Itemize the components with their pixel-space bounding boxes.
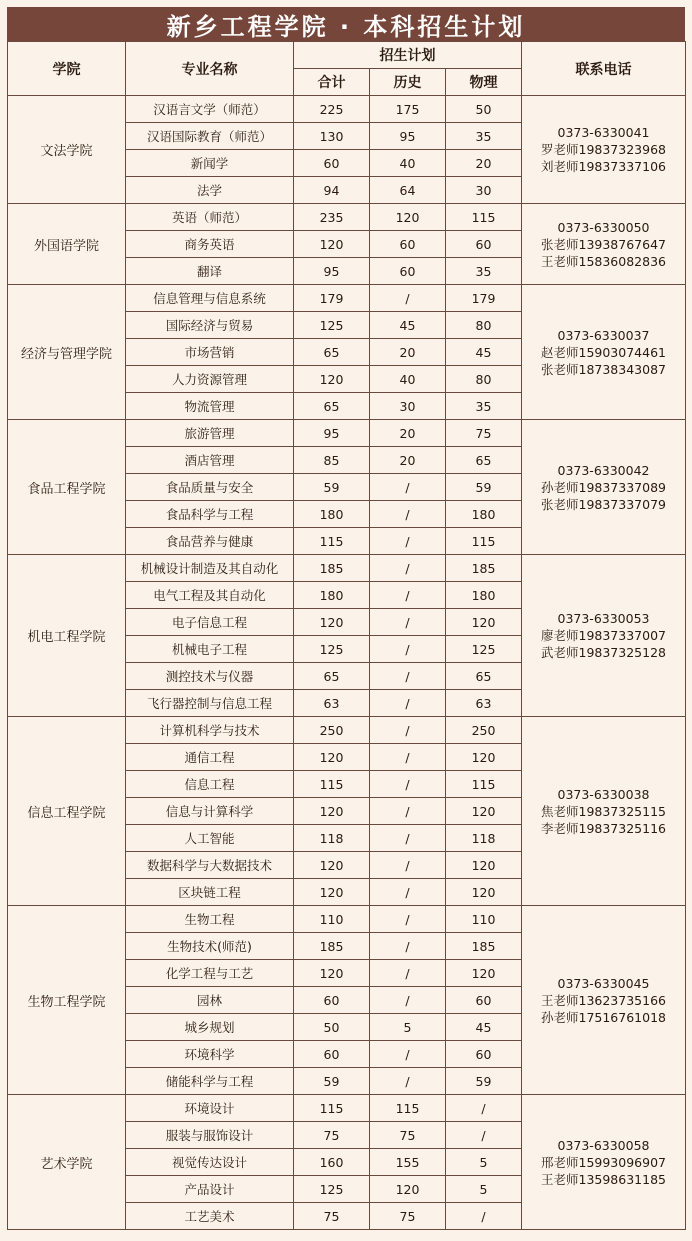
major-name: 测控技术与仪器 xyxy=(126,663,294,690)
history-count: 40 xyxy=(370,150,446,177)
major-name: 人力资源管理 xyxy=(126,366,294,393)
total-count: 179 xyxy=(294,285,370,312)
physics-count: 120 xyxy=(446,879,522,906)
major-name: 国际经济与贸易 xyxy=(126,312,294,339)
history-count: / xyxy=(370,474,446,501)
total-count: 250 xyxy=(294,717,370,744)
major-name: 旅游管理 xyxy=(126,420,294,447)
total-count: 110 xyxy=(294,906,370,933)
major-name: 机械设计制造及其自动化 xyxy=(126,555,294,582)
major-name: 环境设计 xyxy=(126,1095,294,1122)
physics-count: 35 xyxy=(446,258,522,285)
header-physics: 物理 xyxy=(446,69,522,96)
teacher-phone: 廖老师19837337007 xyxy=(541,628,666,643)
major-name: 产品设计 xyxy=(126,1176,294,1203)
major-name: 信息与计算科学 xyxy=(126,798,294,825)
history-count: / xyxy=(370,933,446,960)
teacher-phone: 赵老师15903074461 xyxy=(541,344,666,360)
teacher-phone: 孙老师19837337089 xyxy=(541,479,666,495)
physics-count: 80 xyxy=(446,312,522,339)
teacher-phone: 张老师19837337079 xyxy=(541,496,666,512)
physics-count: 120 xyxy=(446,609,522,636)
history-count: / xyxy=(370,1041,446,1068)
history-count: / xyxy=(370,663,446,690)
total-count: 235 xyxy=(294,204,370,231)
physics-count: 120 xyxy=(446,960,522,987)
total-count: 118 xyxy=(294,825,370,852)
table-row xyxy=(8,420,686,447)
header-history: 历史 xyxy=(370,69,446,96)
physics-count: 59 xyxy=(446,1068,522,1095)
physics-count: 115 xyxy=(446,204,522,231)
history-count: / xyxy=(370,987,446,1014)
college-name: 信息工程学院 xyxy=(8,717,126,906)
history-count: 20 xyxy=(370,447,446,474)
total-count: 115 xyxy=(294,1095,370,1122)
physics-count: 75 xyxy=(446,420,522,447)
total-count: 130 xyxy=(294,123,370,150)
physics-count: 120 xyxy=(446,798,522,825)
major-name: 化学工程与工艺 xyxy=(126,960,294,987)
major-name: 商务英语 xyxy=(126,231,294,258)
major-name: 酒店管理 xyxy=(126,447,294,474)
total-count: 85 xyxy=(294,447,370,474)
major-name: 食品科学与工程 xyxy=(126,501,294,528)
teacher-phone: 李老师19837325116 xyxy=(541,820,666,836)
total-count: 94 xyxy=(294,177,370,204)
history-count: / xyxy=(370,555,446,582)
physics-count: 120 xyxy=(446,744,522,771)
total-count: 60 xyxy=(294,150,370,177)
contact-phones xyxy=(522,420,686,555)
total-count: 120 xyxy=(294,960,370,987)
office-phone: 0373-6330050 xyxy=(557,219,650,235)
office-phone: 0373-6330037 xyxy=(557,327,650,343)
major-name: 电气工程及其自动化 xyxy=(126,582,294,609)
total-count: 120 xyxy=(294,798,370,825)
teacher-phone: 焦老师19837325115 xyxy=(541,803,666,819)
total-count: 160 xyxy=(294,1149,370,1176)
total-count: 120 xyxy=(294,609,370,636)
header-college: 学院 xyxy=(8,42,126,96)
history-count: 40 xyxy=(370,366,446,393)
history-count: 120 xyxy=(370,204,446,231)
college-name: 艺术学院 xyxy=(8,1095,126,1230)
physics-count: 185 xyxy=(446,933,522,960)
physics-count: 120 xyxy=(446,852,522,879)
physics-count: 180 xyxy=(446,501,522,528)
physics-count: / xyxy=(446,1095,522,1122)
physics-count: 5 xyxy=(446,1176,522,1203)
history-count: / xyxy=(370,960,446,987)
history-count: 120 xyxy=(370,1176,446,1203)
physics-count: 80 xyxy=(446,366,522,393)
office-phone: 0373-6330042 xyxy=(557,462,650,478)
total-count: 95 xyxy=(294,258,370,285)
major-name: 视觉传达设计 xyxy=(126,1149,294,1176)
college-name: 生物工程学院 xyxy=(8,906,126,1095)
physics-count: 20 xyxy=(446,150,522,177)
total-count: 120 xyxy=(294,744,370,771)
office-phone: 0373-6330038 xyxy=(557,786,650,802)
office-phone: 0373-6330058 xyxy=(557,1137,650,1153)
major-name: 信息管理与信息系统 xyxy=(126,285,294,312)
history-count: / xyxy=(370,771,446,798)
page-title: 新乡工程学院 · 本科招生计划 xyxy=(7,7,685,41)
physics-count: 65 xyxy=(446,663,522,690)
physics-count: 185 xyxy=(446,555,522,582)
enrollment-table xyxy=(7,41,686,1230)
physics-count: 65 xyxy=(446,447,522,474)
major-name: 人工智能 xyxy=(126,825,294,852)
office-phone: 0373-6330053 xyxy=(557,611,650,626)
teacher-phone: 王老师15836082836 xyxy=(541,253,666,269)
total-count: 185 xyxy=(294,933,370,960)
history-count: / xyxy=(370,609,446,636)
total-count: 65 xyxy=(294,393,370,420)
contact-phones xyxy=(522,96,686,204)
history-count: / xyxy=(370,744,446,771)
history-count: / xyxy=(370,906,446,933)
header-plan: 招生计划 xyxy=(294,42,522,69)
history-count: / xyxy=(370,1068,446,1095)
major-name: 英语（师范） xyxy=(126,204,294,231)
teacher-phone: 张老师13938767647 xyxy=(541,236,666,252)
major-name: 汉语言文学（师范） xyxy=(126,96,294,123)
major-name: 生物工程 xyxy=(126,906,294,933)
total-count: 120 xyxy=(294,879,370,906)
office-phone: 0373-6330045 xyxy=(557,975,650,991)
teacher-phone: 王老师13598631185 xyxy=(541,1171,666,1187)
history-count: / xyxy=(370,582,446,609)
history-count: 20 xyxy=(370,339,446,366)
history-count: / xyxy=(370,528,446,555)
total-count: 180 xyxy=(294,501,370,528)
total-count: 75 xyxy=(294,1203,370,1230)
total-count: 120 xyxy=(294,366,370,393)
teacher-phone: 刘老师19837337106 xyxy=(541,159,666,174)
history-count: / xyxy=(370,501,446,528)
physics-count: 35 xyxy=(446,393,522,420)
table-body xyxy=(8,96,686,1230)
total-count: 115 xyxy=(294,528,370,555)
major-name: 园林 xyxy=(126,987,294,1014)
total-count: 65 xyxy=(294,663,370,690)
physics-count: 125 xyxy=(446,636,522,663)
header-major: 专业名称 xyxy=(126,42,294,96)
history-count: 75 xyxy=(370,1122,446,1149)
college-name: 食品工程学院 xyxy=(8,420,126,555)
contact-phones xyxy=(522,717,686,906)
teacher-phone: 张老师18738343087 xyxy=(541,361,666,377)
total-count: 60 xyxy=(294,1041,370,1068)
history-count: / xyxy=(370,879,446,906)
history-count: / xyxy=(370,825,446,852)
table-row xyxy=(8,1095,686,1122)
history-count: 155 xyxy=(370,1149,446,1176)
total-count: 225 xyxy=(294,96,370,123)
history-count: 75 xyxy=(370,1203,446,1230)
history-count: 5 xyxy=(370,1014,446,1041)
table-row xyxy=(8,906,686,933)
contact-phones xyxy=(522,555,686,717)
major-name: 食品营养与健康 xyxy=(126,528,294,555)
major-name: 城乡规划 xyxy=(126,1014,294,1041)
history-count: 115 xyxy=(370,1095,446,1122)
college-name: 外国语学院 xyxy=(8,204,126,285)
history-count: / xyxy=(370,636,446,663)
college-name: 经济与管理学院 xyxy=(8,285,126,420)
college-name: 文法学院 xyxy=(8,96,126,204)
major-name: 翻译 xyxy=(126,258,294,285)
major-name: 信息工程 xyxy=(126,771,294,798)
table-row xyxy=(8,96,686,123)
major-name: 生物技术(师范) xyxy=(126,933,294,960)
college-name: 机电工程学院 xyxy=(8,555,126,717)
physics-count: 60 xyxy=(446,1041,522,1068)
physics-count: 5 xyxy=(446,1149,522,1176)
total-count: 60 xyxy=(294,987,370,1014)
table-row xyxy=(8,204,686,231)
header-total: 合计 xyxy=(294,69,370,96)
office-phone: 0373-6330041 xyxy=(557,125,650,140)
history-count: 95 xyxy=(370,123,446,150)
major-name: 数据科学与大数据技术 xyxy=(126,852,294,879)
physics-count: 60 xyxy=(446,987,522,1014)
physics-count: 110 xyxy=(446,906,522,933)
physics-count: 59 xyxy=(446,474,522,501)
major-name: 新闻学 xyxy=(126,150,294,177)
major-name: 计算机科学与技术 xyxy=(126,717,294,744)
major-name: 市场营销 xyxy=(126,339,294,366)
total-count: 180 xyxy=(294,582,370,609)
history-count: / xyxy=(370,690,446,717)
major-name: 通信工程 xyxy=(126,744,294,771)
physics-count: 180 xyxy=(446,582,522,609)
total-count: 63 xyxy=(294,690,370,717)
major-name: 区块链工程 xyxy=(126,879,294,906)
history-count: / xyxy=(370,285,446,312)
major-name: 飞行器控制与信息工程 xyxy=(126,690,294,717)
total-count: 125 xyxy=(294,636,370,663)
major-name: 电子信息工程 xyxy=(126,609,294,636)
history-count: / xyxy=(370,717,446,744)
physics-count: 250 xyxy=(446,717,522,744)
major-name: 法学 xyxy=(126,177,294,204)
major-name: 储能科学与工程 xyxy=(126,1068,294,1095)
physics-count: 179 xyxy=(446,285,522,312)
physics-count: 118 xyxy=(446,825,522,852)
history-count: 20 xyxy=(370,420,446,447)
table-row xyxy=(8,555,686,582)
header-contact: 联系电话 xyxy=(522,42,686,96)
major-name: 物流管理 xyxy=(126,393,294,420)
major-name: 工艺美术 xyxy=(126,1203,294,1230)
physics-count: 30 xyxy=(446,177,522,204)
total-count: 125 xyxy=(294,1176,370,1203)
major-name: 机械电子工程 xyxy=(126,636,294,663)
contact-phones xyxy=(522,285,686,420)
physics-count: 35 xyxy=(446,123,522,150)
teacher-phone: 孙老师17516761018 xyxy=(541,1009,666,1025)
total-count: 120 xyxy=(294,231,370,258)
total-count: 50 xyxy=(294,1014,370,1041)
history-count: 64 xyxy=(370,177,446,204)
total-count: 120 xyxy=(294,852,370,879)
physics-count: 45 xyxy=(446,1014,522,1041)
contact-phones xyxy=(522,906,686,1095)
history-count: 60 xyxy=(370,258,446,285)
history-count: / xyxy=(370,852,446,879)
teacher-phone: 武老师19837325128 xyxy=(541,645,666,660)
contact-phones xyxy=(522,1095,686,1230)
total-count: 125 xyxy=(294,312,370,339)
teacher-phone: 罗老师19837323968 xyxy=(541,142,666,157)
physics-count: 63 xyxy=(446,690,522,717)
major-name: 服装与服饰设计 xyxy=(126,1122,294,1149)
major-name: 汉语国际教育（师范） xyxy=(126,123,294,150)
contact-phones xyxy=(522,204,686,285)
teacher-phone: 王老师13623735166 xyxy=(541,992,666,1008)
physics-count: / xyxy=(446,1203,522,1230)
history-count: / xyxy=(370,798,446,825)
total-count: 75 xyxy=(294,1122,370,1149)
table-row xyxy=(8,717,686,744)
physics-count: 60 xyxy=(446,231,522,258)
physics-count: 45 xyxy=(446,339,522,366)
history-count: 60 xyxy=(370,231,446,258)
history-count: 45 xyxy=(370,312,446,339)
table-row xyxy=(8,285,686,312)
teacher-phone: 邢老师15993096907 xyxy=(541,1154,666,1170)
physics-count: / xyxy=(446,1122,522,1149)
major-name: 食品质量与安全 xyxy=(126,474,294,501)
total-count: 115 xyxy=(294,771,370,798)
major-name: 环境科学 xyxy=(126,1041,294,1068)
history-count: 175 xyxy=(370,96,446,123)
total-count: 95 xyxy=(294,420,370,447)
total-count: 65 xyxy=(294,339,370,366)
total-count: 59 xyxy=(294,1068,370,1095)
physics-count: 115 xyxy=(446,771,522,798)
physics-count: 50 xyxy=(446,96,522,123)
total-count: 59 xyxy=(294,474,370,501)
physics-count: 115 xyxy=(446,528,522,555)
history-count: 30 xyxy=(370,393,446,420)
total-count: 185 xyxy=(294,555,370,582)
